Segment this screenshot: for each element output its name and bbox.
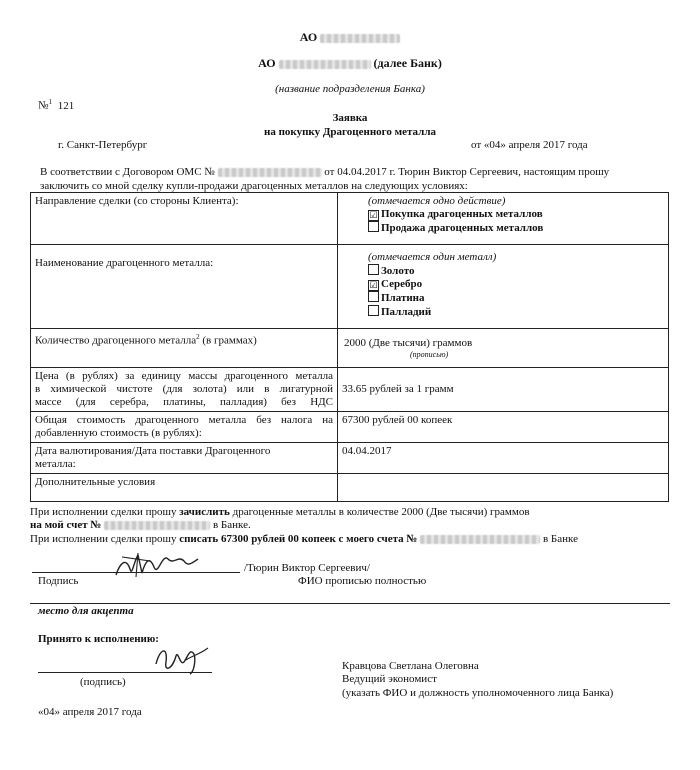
client-signature-icon xyxy=(108,549,208,581)
option-silver[interactable]: ☑ Серебро xyxy=(369,278,423,290)
checkbox-icon[interactable] xyxy=(368,291,379,302)
application-date: от «04» апреля 2017 года xyxy=(471,139,588,151)
deal-direction-label: Направление сделки (со стороны Клиента): xyxy=(31,193,338,245)
additional-terms-value xyxy=(338,474,669,502)
conditions-table xyxy=(30,192,669,502)
intro-line2: заключить со мной сделку купли-продажи драгоценных металлов на следующих условиях: xyxy=(40,180,468,192)
additional-terms-label: Дополнительные условия xyxy=(31,474,338,502)
checked-checkbox-icon[interactable]: ☑ xyxy=(369,280,378,290)
deal-direction-cell xyxy=(338,193,669,245)
application-number: №$^1$ 121 xyxy=(38,98,75,112)
accepted-label: Принято к исполнению: xyxy=(38,633,159,645)
unit-price-value: 33.65 рублей за 1 грамм xyxy=(338,368,669,412)
unit-price-label: Цена (в рублях) за единицу массы драгоценного металла в химической чистоте (для золота) или в лигатурной массе (для серебра, платины, палладия) без НДС xyxy=(31,368,338,412)
option-platinum[interactable]: Платина xyxy=(368,291,664,305)
metal-name-cell xyxy=(338,245,669,329)
accepted-by-position: Ведущий экономист xyxy=(342,673,437,685)
redacted-bank-name xyxy=(320,34,400,43)
table-row xyxy=(31,412,669,443)
checkbox-icon[interactable] xyxy=(368,305,379,316)
bank-name-line2: АО (далее Банк) xyxy=(258,56,442,70)
option-sell[interactable]: Продажа драгоценных металлов xyxy=(368,221,664,235)
acceptance-divider xyxy=(30,603,670,604)
redacted-account-number xyxy=(420,535,540,544)
intro-line1: В соответствии с Договором ОМС № от 04.04.2017 г. Тюрин Виктор Сергеевич, настоящим прошу xyxy=(40,166,610,178)
execution-account-line: на мой счет № в Банке. xyxy=(30,519,251,531)
acceptance-place-label: место для акцепта xyxy=(38,605,134,617)
accepted-by-name: Кравцова Светлана Олеговна xyxy=(342,660,479,672)
metal-quantity-cell xyxy=(338,329,669,368)
metal-quantity-note: (прописью) xyxy=(410,350,449,359)
execution-debit-line: При исполнении сделки прошу списать 67300 рублей 00 копеек с моего счета № в Банке xyxy=(30,533,578,545)
accepted-by-note: (указать ФИО и должность уполномоченного лица Банка) xyxy=(342,687,614,699)
bank-signature-label: (подпись) xyxy=(80,676,126,688)
option-buy[interactable]: ☑ Покупка драгоценных металлов xyxy=(369,208,543,220)
subdivision-note: (название подразделения Банка) xyxy=(275,83,425,95)
execution-credit-line: При исполнении сделки прошу зачислить драгоценные металлы в количестве 2000 (Две тысячи) граммов xyxy=(30,506,530,518)
table-row xyxy=(31,443,669,474)
bank-signature-line xyxy=(38,672,212,673)
option-palladium[interactable]: Палладий xyxy=(368,305,664,319)
checkbox-icon[interactable] xyxy=(368,221,379,232)
metal-name-label: Наименование драгоценного металла: xyxy=(31,245,338,329)
value-date-value: 04.04.2017 xyxy=(338,443,669,474)
table-row xyxy=(31,474,669,502)
total-cost-label: Общая стоимость драгоценного металла без налога на добавленную стоимость (в рублях): xyxy=(31,412,338,443)
table-row xyxy=(31,193,669,245)
option-gold[interactable]: Золото xyxy=(368,264,664,278)
client-signature-line xyxy=(32,572,240,573)
table-row xyxy=(31,245,669,329)
checkbox-icon[interactable] xyxy=(368,264,379,275)
client-fio-label: ФИО прописью полностью xyxy=(298,575,427,587)
table-row xyxy=(31,368,669,412)
bank-name-line1: АО xyxy=(0,30,700,45)
value-date-label: Дата валютирования/Дата поставки Драгоценного металла: xyxy=(31,443,338,474)
client-fio: /Тюрин Виктор Сергеевич/ xyxy=(244,562,370,574)
redacted-account-number xyxy=(104,521,210,530)
deal-direction-note: (отмечается одно действие) xyxy=(368,195,506,207)
metal-quantity-value: 2000 (Две тысячи) граммов xyxy=(344,337,473,349)
checked-checkbox-icon[interactable]: ☑ xyxy=(369,210,378,220)
redacted-bank-name xyxy=(279,60,371,69)
acceptance-date: «04» апреля 2017 года xyxy=(38,706,142,718)
table-row xyxy=(31,329,669,368)
metal-name-note: (отмечается один металл) xyxy=(368,251,497,263)
place: г. Санкт-Петербург xyxy=(58,139,148,151)
metal-quantity-label: Количество драгоценного металла$^2$ (в граммах) xyxy=(31,329,338,368)
client-signature-label: Подпись xyxy=(38,575,79,587)
redacted-contract-number xyxy=(218,168,322,177)
title-line2: на покупку Драгоценного металла xyxy=(263,126,436,138)
title-line1: Заявка xyxy=(332,112,368,124)
total-cost-value: 67300 рублей 00 копеек xyxy=(338,412,669,443)
